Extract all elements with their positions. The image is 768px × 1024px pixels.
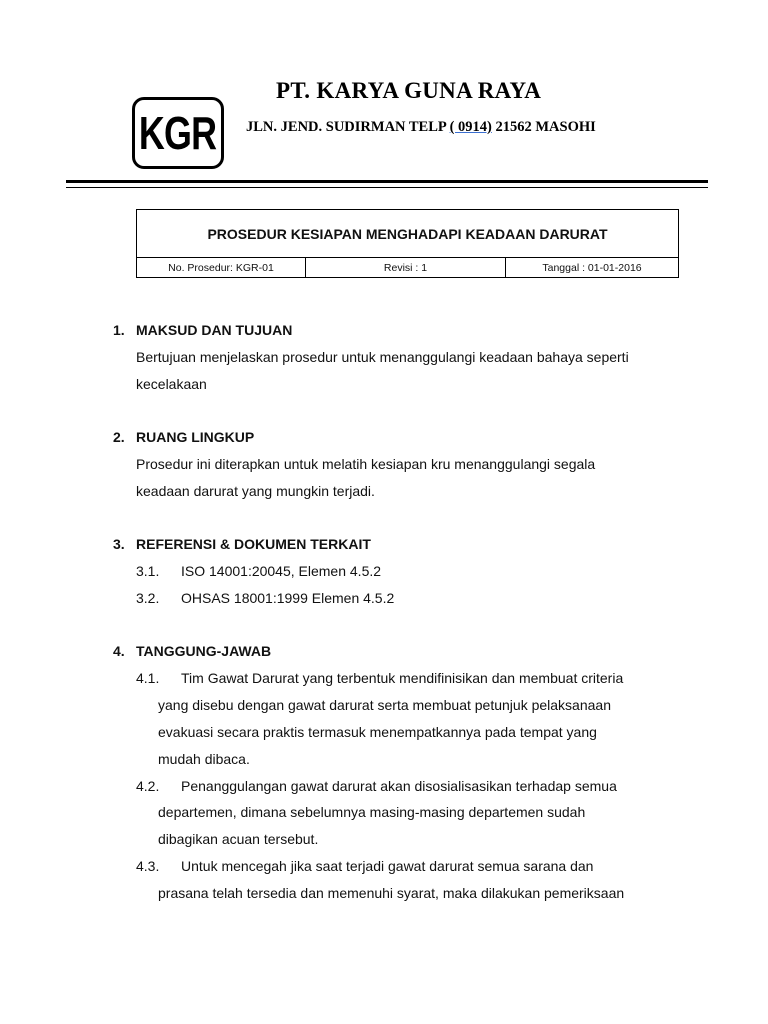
procedure-number: No. Prosedur: KGR-01 [137, 258, 306, 277]
address-prefix: JLN. JEND. SUDIRMAN TELP [246, 119, 446, 135]
list-item-text: Tim Gawat Darurat yang terbentuk mendifinisikan dan membuat criteria [181, 670, 624, 686]
list-item-text: OHSAS 18001:1999 Elemen 4.5.2 [181, 590, 395, 606]
list-item-continuation: prasana telah tersedia dan memenuhi syarat, maka dilakukan pemeriksaan [158, 885, 625, 901]
list-item-number: 4.3. [136, 858, 160, 874]
section-2-line-2: keadaan darurat yang mungkin terjadi. [136, 483, 375, 499]
list-item-number: 4.1. [136, 670, 160, 686]
logo-text: KGR [139, 107, 217, 159]
procedure-revision: Revisi : 1 [306, 258, 506, 277]
address-phone-code: ( 0914) [449, 119, 492, 135]
list-item-continuation: dibagikan acuan tersebut. [158, 831, 319, 847]
section-4-number: 4. [113, 643, 125, 659]
list-item-number: 4.2. [136, 778, 160, 794]
section-2-line-1: Prosedur ini diterapkan untuk melatih kesiapan kru menanggulangi segala [136, 456, 596, 472]
section-1-line-2: kecelakaan [136, 376, 207, 392]
list-item-continuation: yang disebu dengan gawat darurat serta membuat petunjuk pelaksanaan [158, 697, 611, 713]
company-logo [132, 97, 224, 169]
address-suffix: 21562 MASOHI [495, 119, 596, 135]
list-item-continuation: evakuasi secara praktis termasuk menempatkannya pada tempat yang [158, 724, 597, 740]
section-2-heading: RUANG LINGKUP [136, 429, 255, 445]
list-item-number: 3.1. [136, 563, 160, 579]
section-1-heading: MAKSUD DAN TUJUAN [136, 322, 293, 338]
list-item-continuation: departemen, dimana sebelumnya masing-masing departemen sudah [158, 804, 586, 820]
header-divider-thick [66, 180, 708, 183]
list-item-number: 3.2. [136, 590, 160, 606]
section-1-line-1: Bertujuan menjelaskan prosedur untuk menanggulangi keadaan bahaya seperti [136, 349, 629, 365]
list-item-text: Untuk mencegah jika saat terjadi gawat darurat semua sarana dan [181, 858, 594, 874]
procedure-box [136, 209, 679, 278]
section-3-heading: REFERENSI & DOKUMEN TERKAIT [136, 536, 371, 552]
company-name: PT. KARYA GUNA RAYA [276, 78, 542, 103]
header-divider-thin [66, 187, 708, 188]
list-item-continuation: mudah dibaca. [158, 751, 250, 767]
section-2-number: 2. [113, 429, 125, 445]
section-3-number: 3. [113, 536, 125, 552]
company-address [246, 119, 596, 136]
list-item-text: Penanggulangan gawat darurat akan disosialisasikan terhadap semua [181, 778, 617, 794]
procedure-meta-row [137, 258, 678, 277]
procedure-date: Tanggal : 01-01-2016 [542, 261, 642, 274]
list-item-text: ISO 14001:20045, Elemen 4.5.2 [181, 563, 382, 579]
section-4-heading: TANGGUNG-JAWAB [136, 643, 272, 659]
procedure-title: PROSEDUR KESIAPAN MENGHADAPI KEADAAN DARURAT [137, 210, 678, 258]
section-1-number: 1. [113, 322, 125, 338]
